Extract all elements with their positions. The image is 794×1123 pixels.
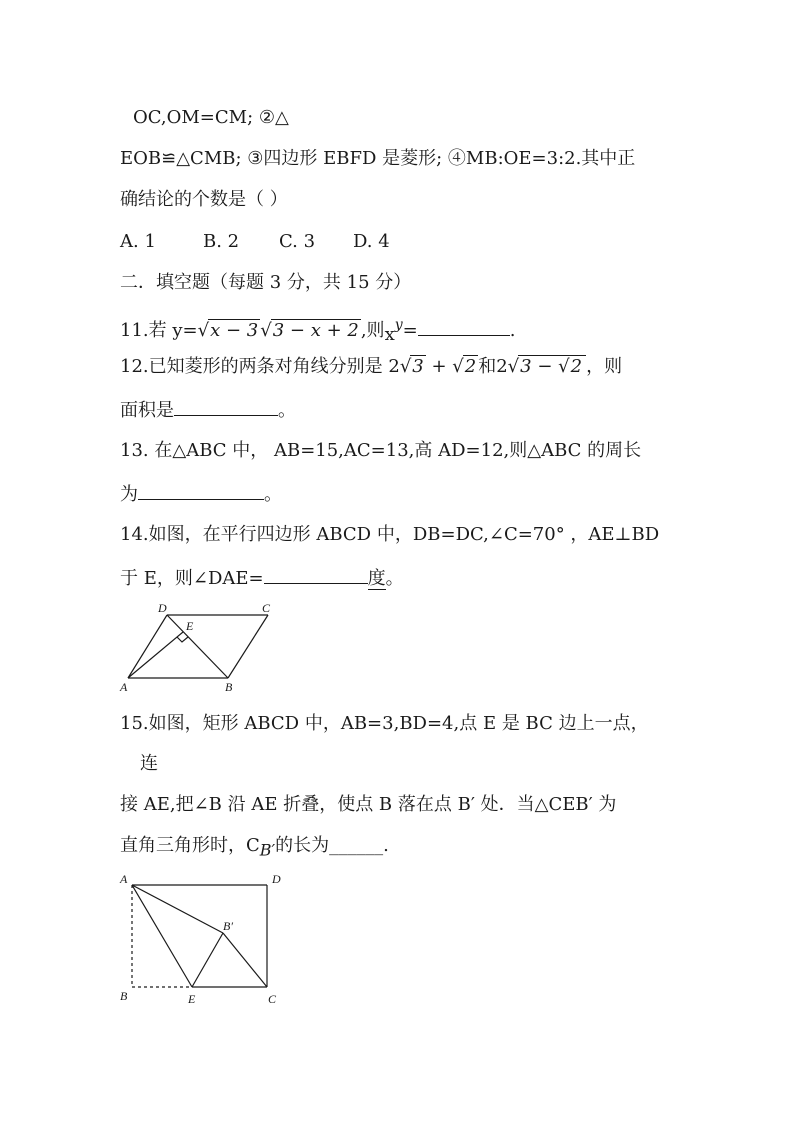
q12-b-radicand: 2: [464, 356, 477, 377]
sqrt-sign: √: [558, 356, 570, 377]
q15-line1: 15.如图，矩形 ABCD 中，AB=3,BD=4,点 E 是 BC 边上一点，: [120, 713, 649, 734]
q15-label-c: C: [268, 992, 277, 1006]
q11-radicand-2: 3 − x + 2: [272, 320, 359, 341]
q10-line2: EOB≌△CMB; ③四边形 EBFD 是菱形; ④MB:OE=3:2.其中正: [120, 148, 636, 169]
q10-option-b[interactable]: B. 2: [203, 231, 240, 252]
q11-radicand-1: x − 3: [210, 320, 259, 341]
q15-label-e: E: [188, 992, 196, 1006]
q14-side-bc: [228, 615, 268, 678]
q10-line3: 确结论的个数是（ ）: [120, 189, 288, 210]
q11-end: .: [509, 320, 516, 341]
q12-line1: [120, 355, 622, 379]
q14-right-angle-mark: [177, 637, 188, 642]
q14-label-c: C: [262, 601, 271, 615]
q12-prefix: 12.已知菱形的两条对角线分别是: [120, 356, 389, 377]
q13-line2: 为 。: [120, 481, 282, 507]
q12-c-radicand: 3 − √2: [518, 355, 586, 377]
q11-answer-blank[interactable]: [418, 317, 510, 336]
q14-label-a: A: [120, 680, 128, 694]
q15-label-d: D: [272, 872, 281, 886]
q15-answer-blank[interactable]: ______: [329, 835, 384, 856]
q10-option-c[interactable]: C. 3: [279, 231, 316, 252]
q12-and: 和: [478, 356, 497, 377]
q15-segment-b-prime-c: [223, 933, 267, 987]
q10-option-d[interactable]: D. 4: [353, 231, 390, 252]
q15-label-a: A: [120, 872, 128, 886]
q11-mid: ,则: [360, 320, 385, 341]
q14-label-e: E: [186, 619, 194, 633]
q14-label-b: B: [225, 680, 233, 694]
q12-end: ，则: [586, 356, 623, 377]
q14-label-d: D: [158, 601, 167, 615]
q15-label-b: B: [120, 989, 128, 1003]
sqrt-sign: √: [452, 356, 464, 377]
sqrt-sign: √: [197, 320, 210, 341]
q14-segment-ae: [128, 632, 183, 678]
sqrt-sign: √: [507, 356, 520, 377]
q12-a-radicand: 3: [412, 356, 424, 377]
q15-line3: 接 AE,把∠B 沿 AE 折叠，使点 B 落在点 B′ 处．当△CEB′ 为: [120, 794, 617, 815]
q15-sub: B′: [259, 840, 276, 860]
q14-side-da: [128, 615, 167, 678]
q15-line2: 连: [140, 753, 158, 774]
q12-c-coef: 2: [496, 356, 508, 377]
q15-line4: 直角三角形时，$C_{B'}$的长为______.: [120, 835, 389, 860]
q11-line: [120, 313, 515, 343]
q12-answer-blank[interactable]: [174, 397, 278, 416]
q11-exp: y: [394, 317, 403, 333]
q12-a-coef: 2: [388, 356, 400, 377]
q14-unit: 度: [367, 568, 386, 589]
q15-segment-eb-prime: [192, 933, 223, 987]
q11-prefix: 11.若 y=: [120, 320, 198, 341]
q10-option-a[interactable]: A. 1: [120, 231, 156, 252]
q10-options: [120, 230, 390, 254]
sqrt-sign: √: [399, 356, 412, 377]
q14-figure: [115, 598, 285, 696]
q14-answer-blank[interactable]: [264, 565, 368, 584]
q15-figure: [115, 870, 295, 1008]
q12-plus: +: [425, 356, 453, 377]
q15-label-b-prime: B′: [223, 919, 233, 933]
q11-eq: =: [402, 320, 418, 341]
q10-line1: OC,OM=CM; ②△: [133, 107, 289, 128]
q11-base: x: [384, 324, 395, 345]
q14-diagonal-db: [167, 615, 228, 678]
q12-line2: 面积是 。: [120, 397, 296, 423]
q13-line1: 13. 在△ABC 中， AB=15,AC=13,高 AD=12,则△ABC 的周长: [120, 440, 642, 461]
q14-line2: 于 E，则∠DAE= 度。: [120, 565, 404, 591]
section2-title: 二．填空题（每题 3 分，共 15 分）: [120, 272, 412, 293]
q14-line1: 14.如图，在平行四边形 ABCD 中，DB=DC,∠C=70° ，AE⊥BD: [120, 524, 660, 545]
sqrt-sign: √: [260, 320, 272, 341]
q13-answer-blank[interactable]: [138, 481, 264, 500]
